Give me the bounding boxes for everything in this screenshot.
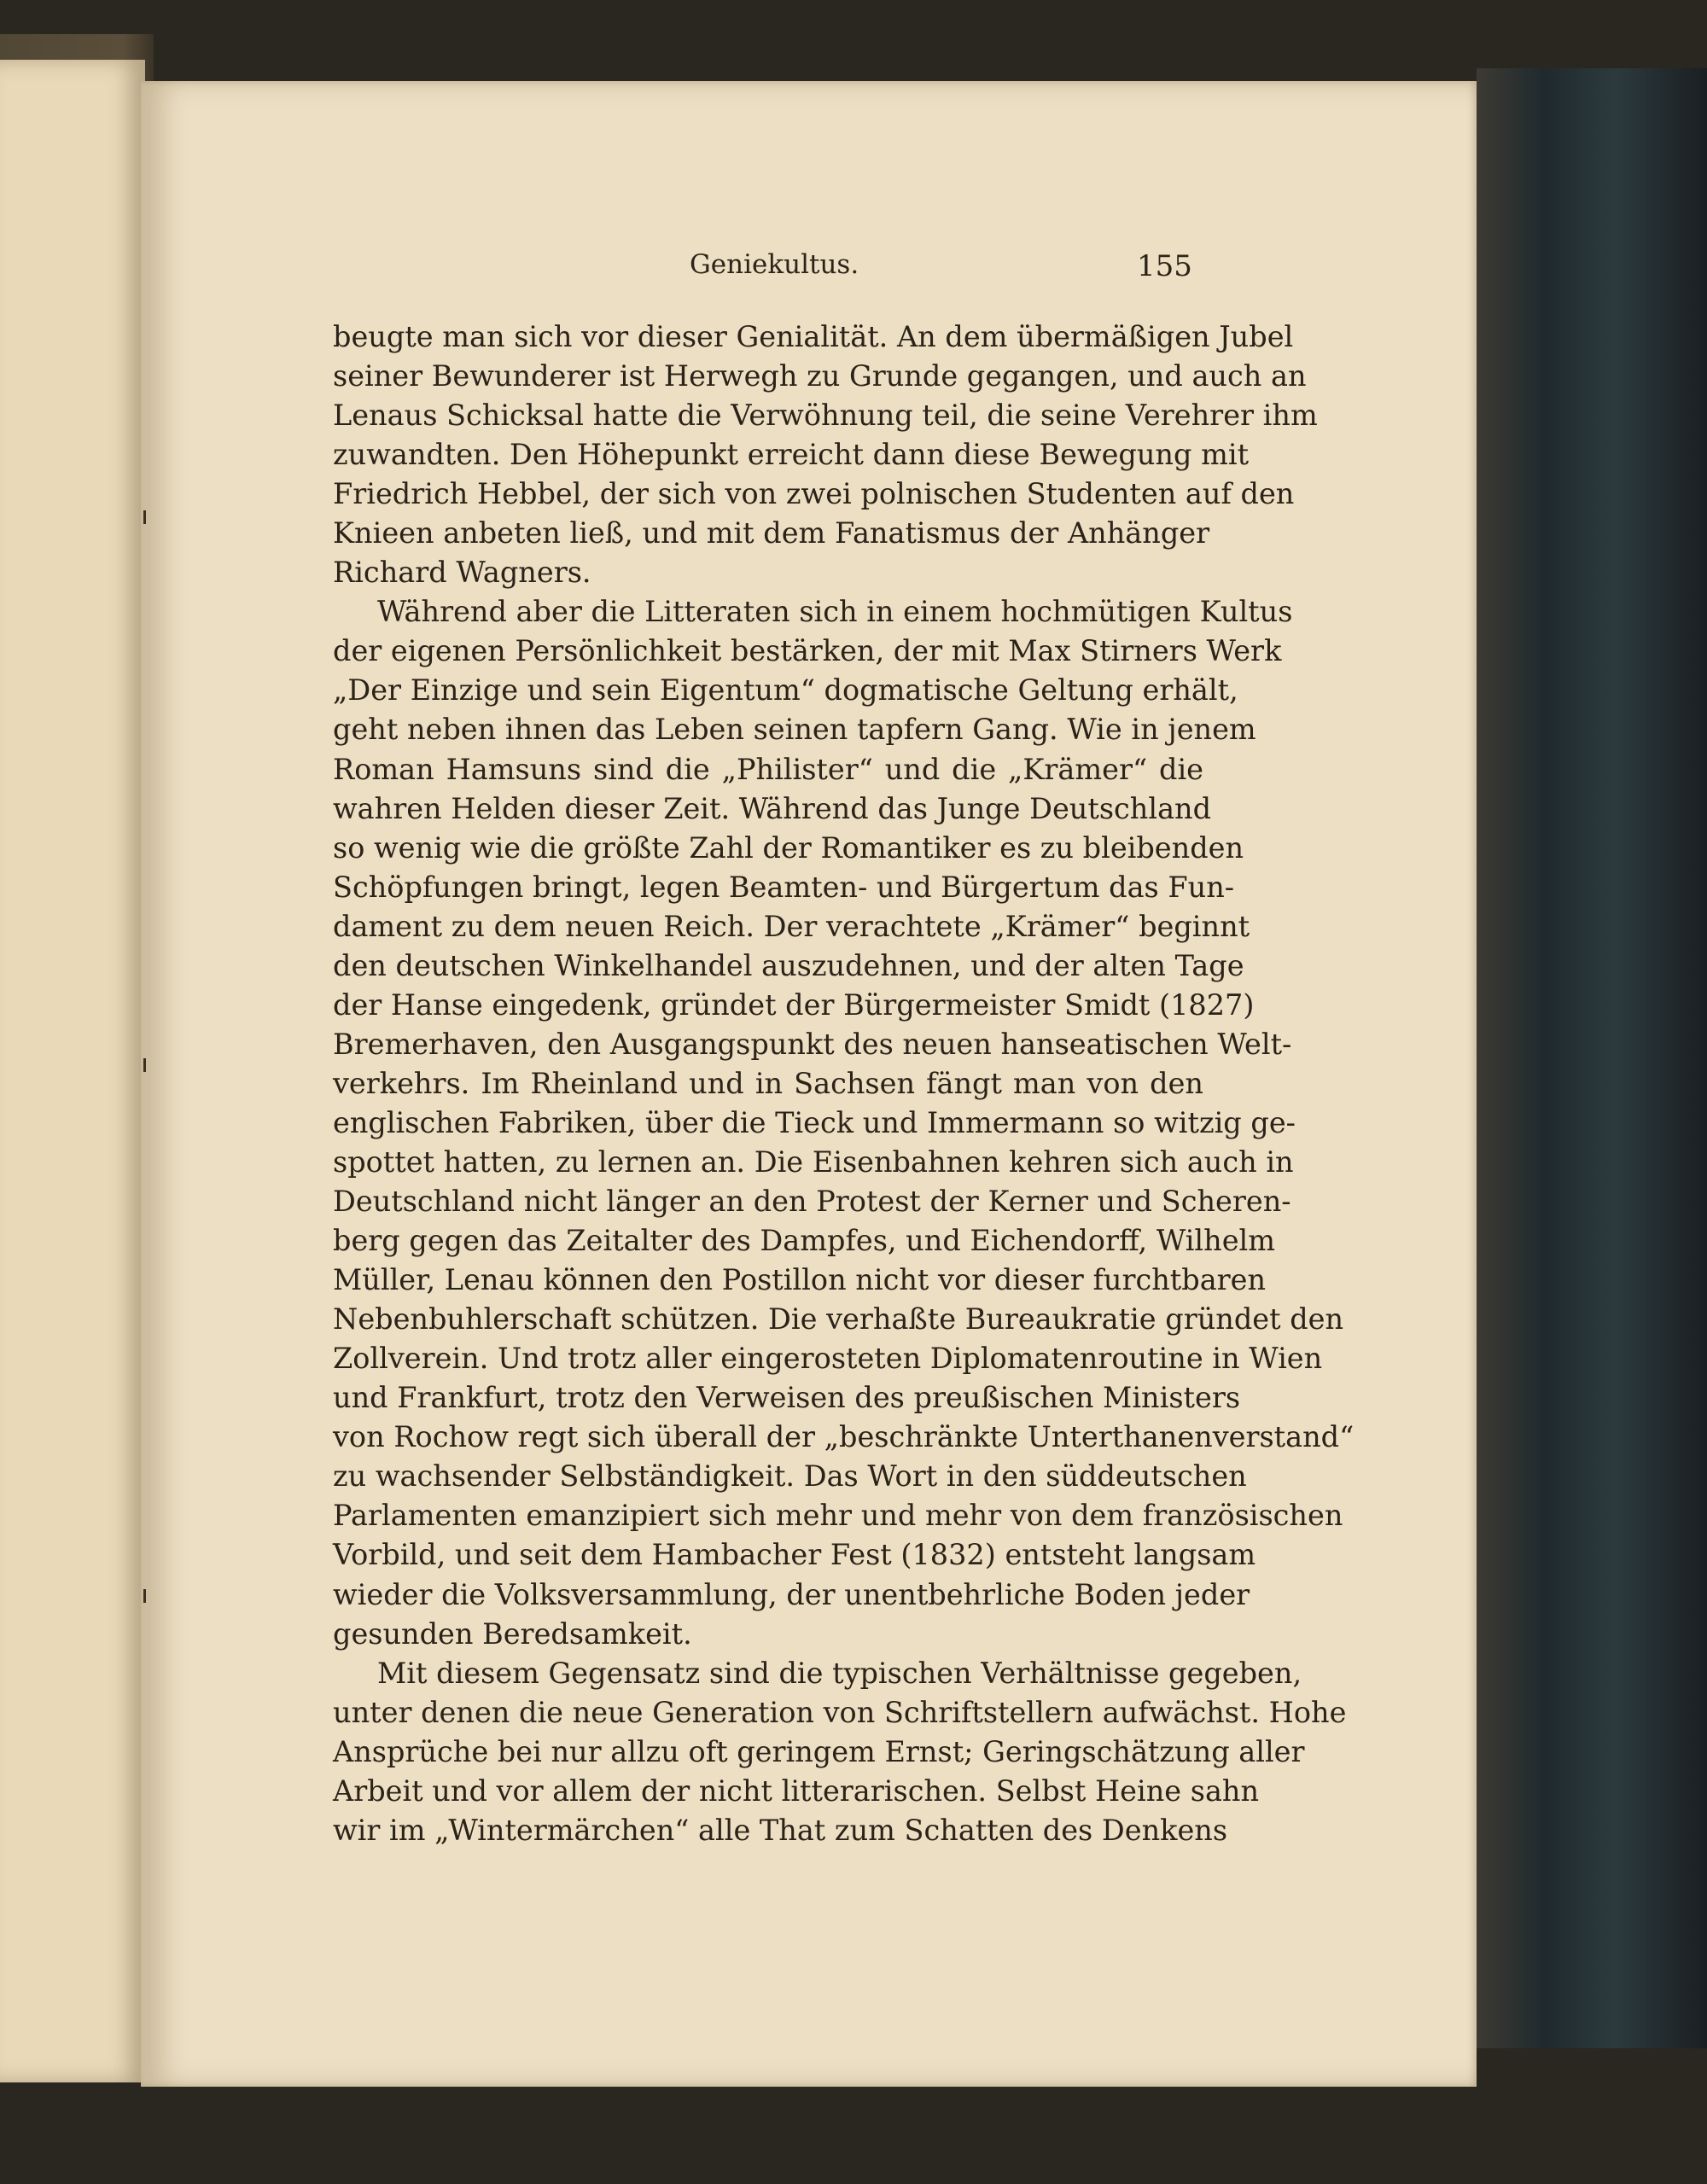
text-line: den deutschen Winkelhandel auszudehnen, und der alten Tage: [333, 948, 1244, 982]
text-line: Zollverein. Und trotz aller eingerosteten Diplomatenroutine in Wien: [333, 1342, 1323, 1376]
text-line: Knieen anbeten ließ, und mit dem Fanatismus der Anhänger: [333, 516, 1210, 550]
text-line: wir im „Wintermärchen“ alle That zum Schatten des Denkens: [333, 1813, 1228, 1847]
text-line: zuwandten. Den Höhepunkt erreicht dann diese Bewegung mit: [333, 438, 1250, 472]
paragraph-start-line: Mit diesem Gegensatz sind die typischen Verhältnisse gegeben,: [377, 1656, 1302, 1690]
text-line: Friedrich Hebbel, der sich von zwei polnischen Studenten auf den: [333, 477, 1295, 511]
text-line: gesunden Beredsamkeit.: [333, 1616, 692, 1651]
text-line: und Frankfurt, trotz den Verweisen des preußischen Ministers: [333, 1381, 1241, 1415]
text-line: „Der Einzige und sein Eigentum“ dogmatische Geltung erhält,: [333, 673, 1238, 708]
book-cover-right: [1477, 68, 1707, 2048]
text-line: seiner Bewunderer ist Herwegh zu Grunde gegangen, und auch an: [333, 359, 1307, 393]
text-line: Arbeit und vor allem der nicht litterarischen. Selbst Heine sahn: [333, 1773, 1260, 1808]
text-line: Ansprüche bei nur allzu oft geringem Ernst; Geringschätzung aller: [333, 1734, 1305, 1768]
text-line: spottet hatten, zu lernen an. Die Eisenbahnen kehren sich auch in: [333, 1144, 1294, 1179]
text-line: Lenaus Schicksal hatte die Verwöhnung teil, die seine Verehrer ihm: [333, 399, 1318, 433]
text-line: verkehrs. Im Rheinland und in Sachsen fängt man von den: [333, 1066, 1203, 1100]
page-number: 155: [1137, 249, 1192, 283]
text-line: Parlamenten emanzipiert sich mehr und mehr von dem französischen: [333, 1499, 1343, 1533]
text-line: der Hanse eingedenk, gründet der Bürgermeister Smidt (1827): [333, 987, 1255, 1022]
text-line: Müller, Lenau können den Postillon nicht vor dieser furchtbaren: [333, 1263, 1267, 1297]
text-line: englischen Fabriken, über die Tieck und Immermann so witzig ge-: [333, 1105, 1296, 1139]
text-line: Roman Hamsuns sind die „Philister“ und die „Krämer“ die: [333, 752, 1203, 786]
text-line: berg gegen das Zeitalter des Dampfes, und Eichendorff, Wilhelm: [333, 1224, 1276, 1258]
text-line: zu wachsender Selbständigkeit. Das Wort in den süddeutschen: [333, 1459, 1247, 1494]
running-title: Geniekultus.: [690, 249, 859, 280]
page-body-text: [333, 317, 1355, 1850]
text-line: wahren Helden dieser Zeit. Während das Junge Deutschland: [333, 791, 1212, 825]
paragraph-start-line: Während aber die Litteraten sich in einem hochmütigen Kultus: [377, 595, 1293, 629]
text-line: wieder die Volksversammlung, der unentbehrliche Boden jeder: [333, 1577, 1250, 1611]
text-line: Vorbild, und seit dem Hambacher Fest (1832) entsteht langsam: [333, 1538, 1256, 1572]
text-line: Richard Wagners.: [333, 556, 591, 590]
text-line: von Rochow regt sich überall der „beschränkte Unterthanenverstand“: [333, 1420, 1355, 1454]
text-line: geht neben ihnen das Leben seinen tapfern Gang. Wie in jenem: [333, 713, 1256, 747]
text-line: Bremerhaven, den Ausgangspunkt des neuen hanseatischen Welt-: [333, 1027, 1292, 1061]
text-line: der eigenen Persönlichkeit bestärken, der mit Max Stirners Werk: [333, 634, 1282, 668]
text-line: Nebenbuhlerschaft schützen. Die verhaßte Bureaukratie gründet den: [333, 1302, 1344, 1337]
left-page-edge: [0, 60, 145, 2082]
text-line: unter denen die neue Generation von Schriftstellern aufwächst. Hohe: [333, 1695, 1347, 1729]
text-line: Deutschland nicht länger an den Protest der Kerner und Scheren-: [333, 1185, 1291, 1219]
text-line: beugte man sich vor dieser Genialität. An dem übermäßigen Jubel: [333, 320, 1294, 353]
text-line: dament zu dem neuen Reich. Der verachtete „Krämer“ beginnt: [333, 909, 1250, 943]
text-line: Schöpfungen bringt, legen Beamten- und Bürgertum das Fun-: [333, 870, 1235, 904]
text-line: so wenig wie die größte Zahl der Romantiker es zu bleibenden: [333, 830, 1244, 865]
